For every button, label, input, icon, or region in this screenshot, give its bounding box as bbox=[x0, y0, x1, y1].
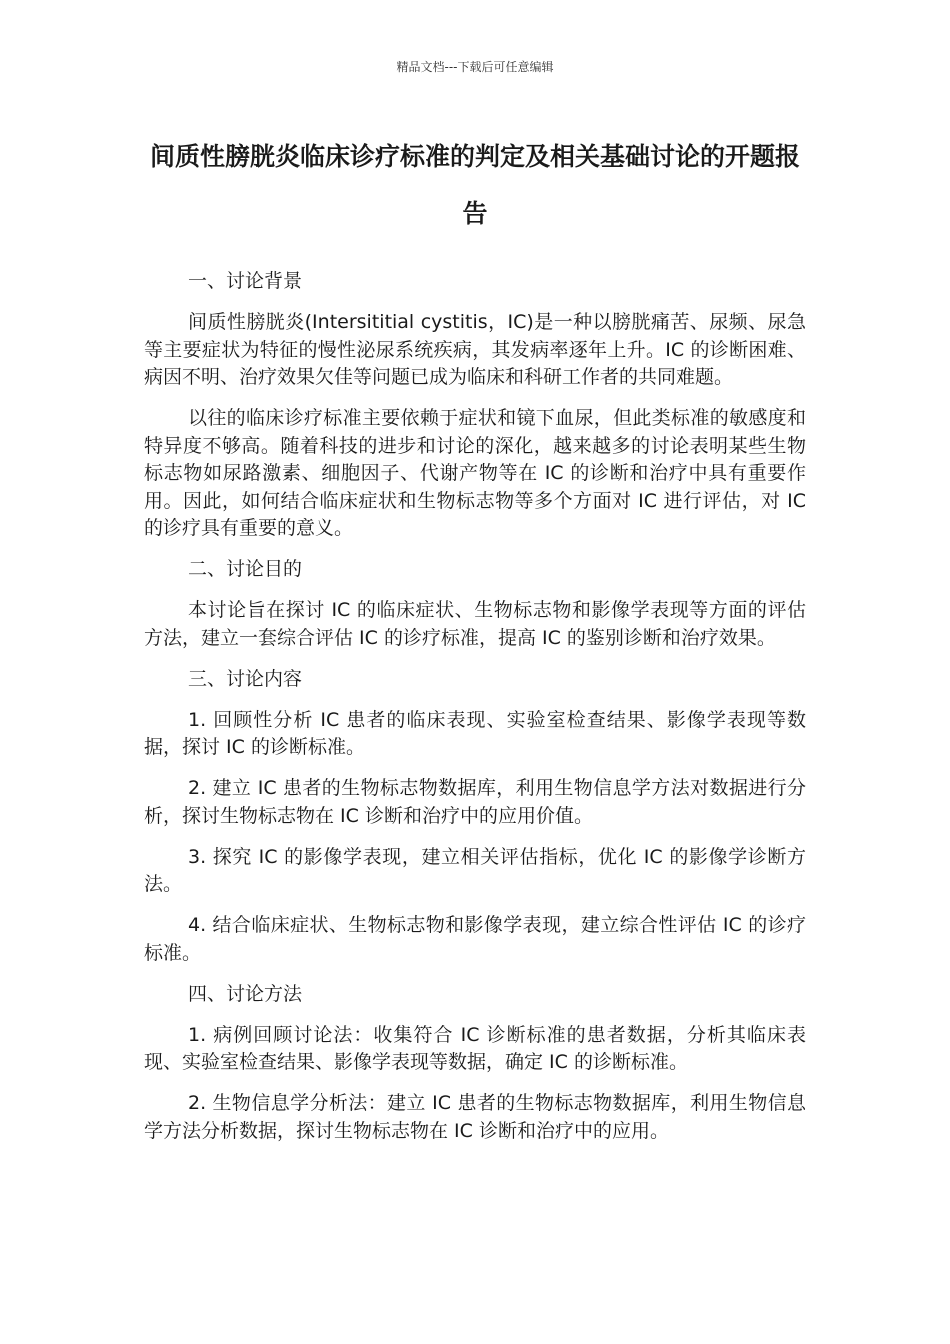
paragraph: 以往的临床诊疗标准主要依赖于症状和镜下血尿，但此类标准的敏感度和特异度不够高。随着科技的进步和讨论的深化，越来越多的讨论表明某些生物标志物如尿路激素、细胞因子、代谢产物等在 IC 的诊断和治疗中具有重要作用。因此，如何结合临床症状和生物标志物等多个方面对 IC 进行评估，对 IC 的诊疗具有重要的意义。 bbox=[144, 407, 806, 539]
page-header: 精品文档---下载后可任意编辑 bbox=[396, 60, 554, 74]
list-item: 2. 生物信息学分析法：建立 IC 患者的生物标志物数据库，利用生物信息学方法分析数据，探讨生物标志物在 IC 诊断和治疗中的应用。 bbox=[144, 1092, 806, 1142]
document-title: 间质性膀胱炎临床诊疗标准的判定及相关基础讨论的开题报告 bbox=[149, 142, 800, 228]
list-item: 3. 探究 IC 的影像学表现，建立相关评估指标，优化 IC 的影像学诊断方法。 bbox=[144, 845, 806, 895]
paragraph: 间质性膀胱炎(Intersititial cystitis，IC)是一种以膀胱痛苦、尿频、尿急等主要症状为特征的慢性泌尿系统疾病，其发病率逐年上升。IC 的诊断困难、病因不明、治疗效果欠佳等问题已成为临床和科研工作者的共同难题。 bbox=[144, 311, 806, 388]
section-heading-purpose: 二、讨论目的 bbox=[188, 558, 303, 580]
paragraph: 本讨论旨在探讨 IC 的临床症状、生物标志物和影像学表现等方面的评估方法，建立一套综合评估 IC 的诊疗标准，提高 IC 的鉴别诊断和治疗效果。 bbox=[144, 599, 806, 649]
list-item: 1. 回顾性分析 IC 患者的临床表现、实验室检查结果、影像学表现等数据，探讨 IC 的诊断标准。 bbox=[144, 708, 806, 758]
document-body bbox=[144, 268, 806, 1159]
section-heading-content: 三、讨论内容 bbox=[188, 667, 303, 690]
list-item: 4. 结合临床症状、生物标志物和影像学表现，建立综合性评估 IC 的诊疗标准。 bbox=[144, 914, 806, 964]
section-heading-background: 一、讨论背景 bbox=[188, 270, 303, 292]
section-heading-methods: 四、讨论方法 bbox=[188, 982, 303, 1005]
list-item: 1. 病例回顾讨论法：收集符合 IC 诊断标准的患者数据，分析其临床表现、实验室检查结果、影像学表现等数据，确定 IC 的诊断标准。 bbox=[144, 1023, 806, 1073]
list-item: 2. 建立 IC 患者的生物标志物数据库，利用生物信息学方法对数据进行分析，探讨生物标志物在 IC 诊断和治疗中的应用价值。 bbox=[144, 777, 806, 827]
